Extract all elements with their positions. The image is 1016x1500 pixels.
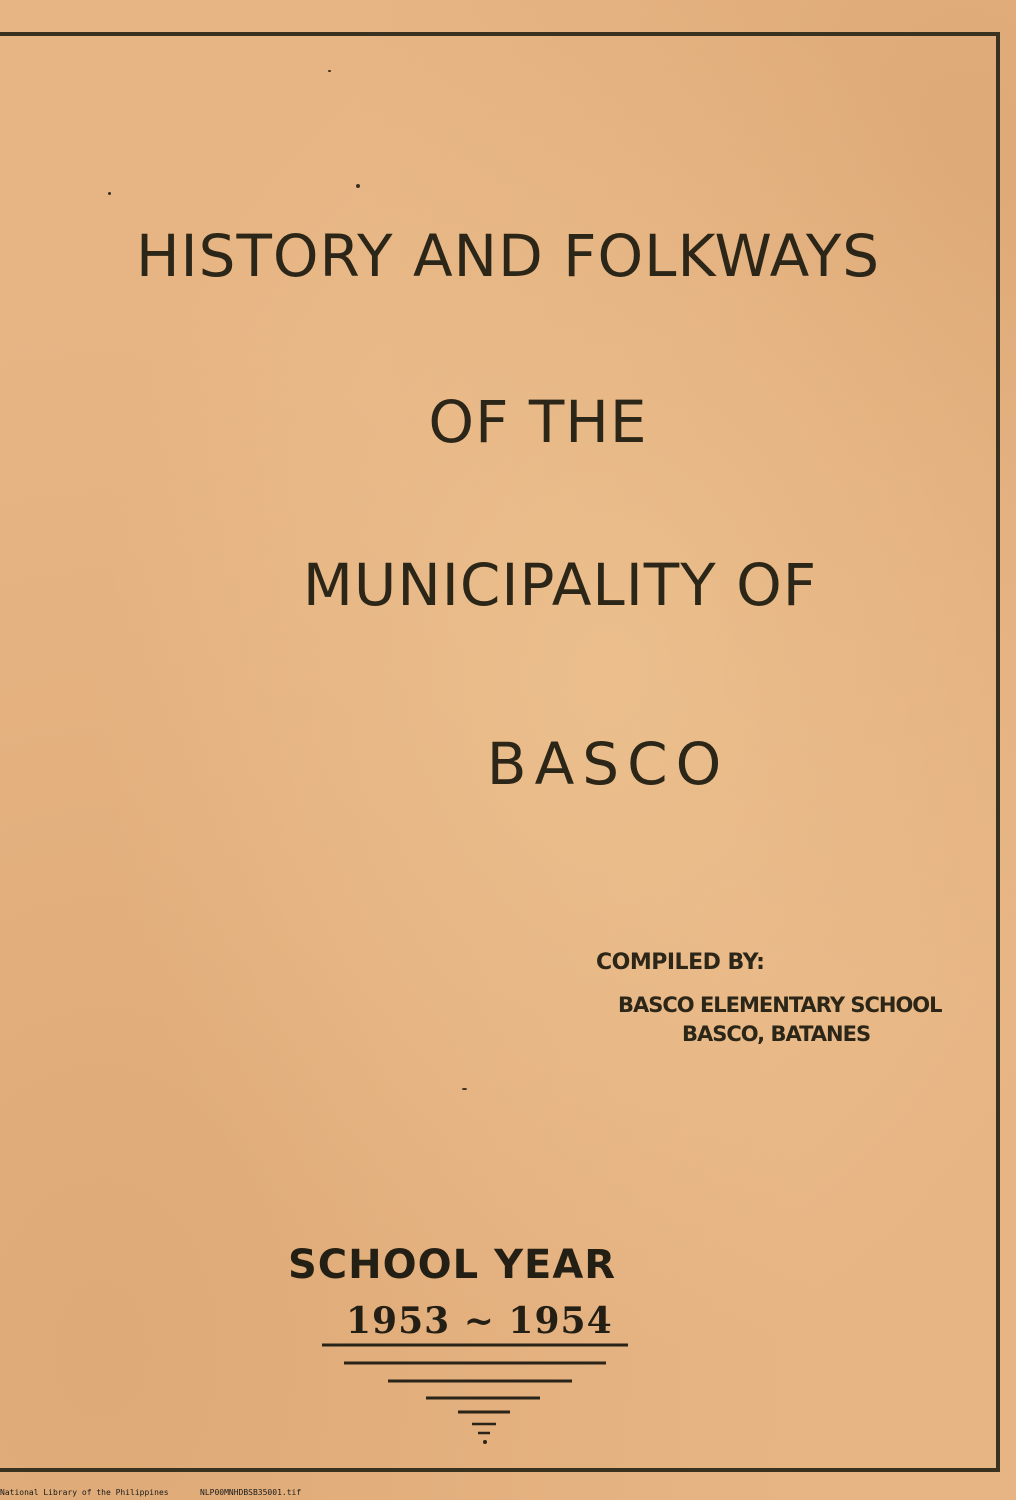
compiler-school-name: BASCO ELEMENTARY SCHOOL: [618, 993, 942, 1017]
scan-filename: NLP00MNHDBSB35001.tif: [200, 1488, 302, 1497]
compiled-by-label: COMPILED BY:: [596, 950, 765, 975]
rule-end-dot: [483, 1440, 487, 1444]
title-line-3: MUNICIPALITY OF: [302, 551, 818, 619]
compiler-location: BASCO, BATANES: [682, 1022, 871, 1046]
title-line-2: OF THE: [428, 388, 648, 456]
school-year-range: 1953 ~ 1954: [346, 1300, 613, 1342]
school-year-label: SCHOOL YEAR: [288, 1242, 617, 1288]
title-line-1: HISTORY AND FOLKWAYS: [135, 222, 881, 290]
scan-credit: National Library of the Philippines: [0, 1488, 169, 1497]
title-line-4: BASCO: [486, 730, 730, 798]
